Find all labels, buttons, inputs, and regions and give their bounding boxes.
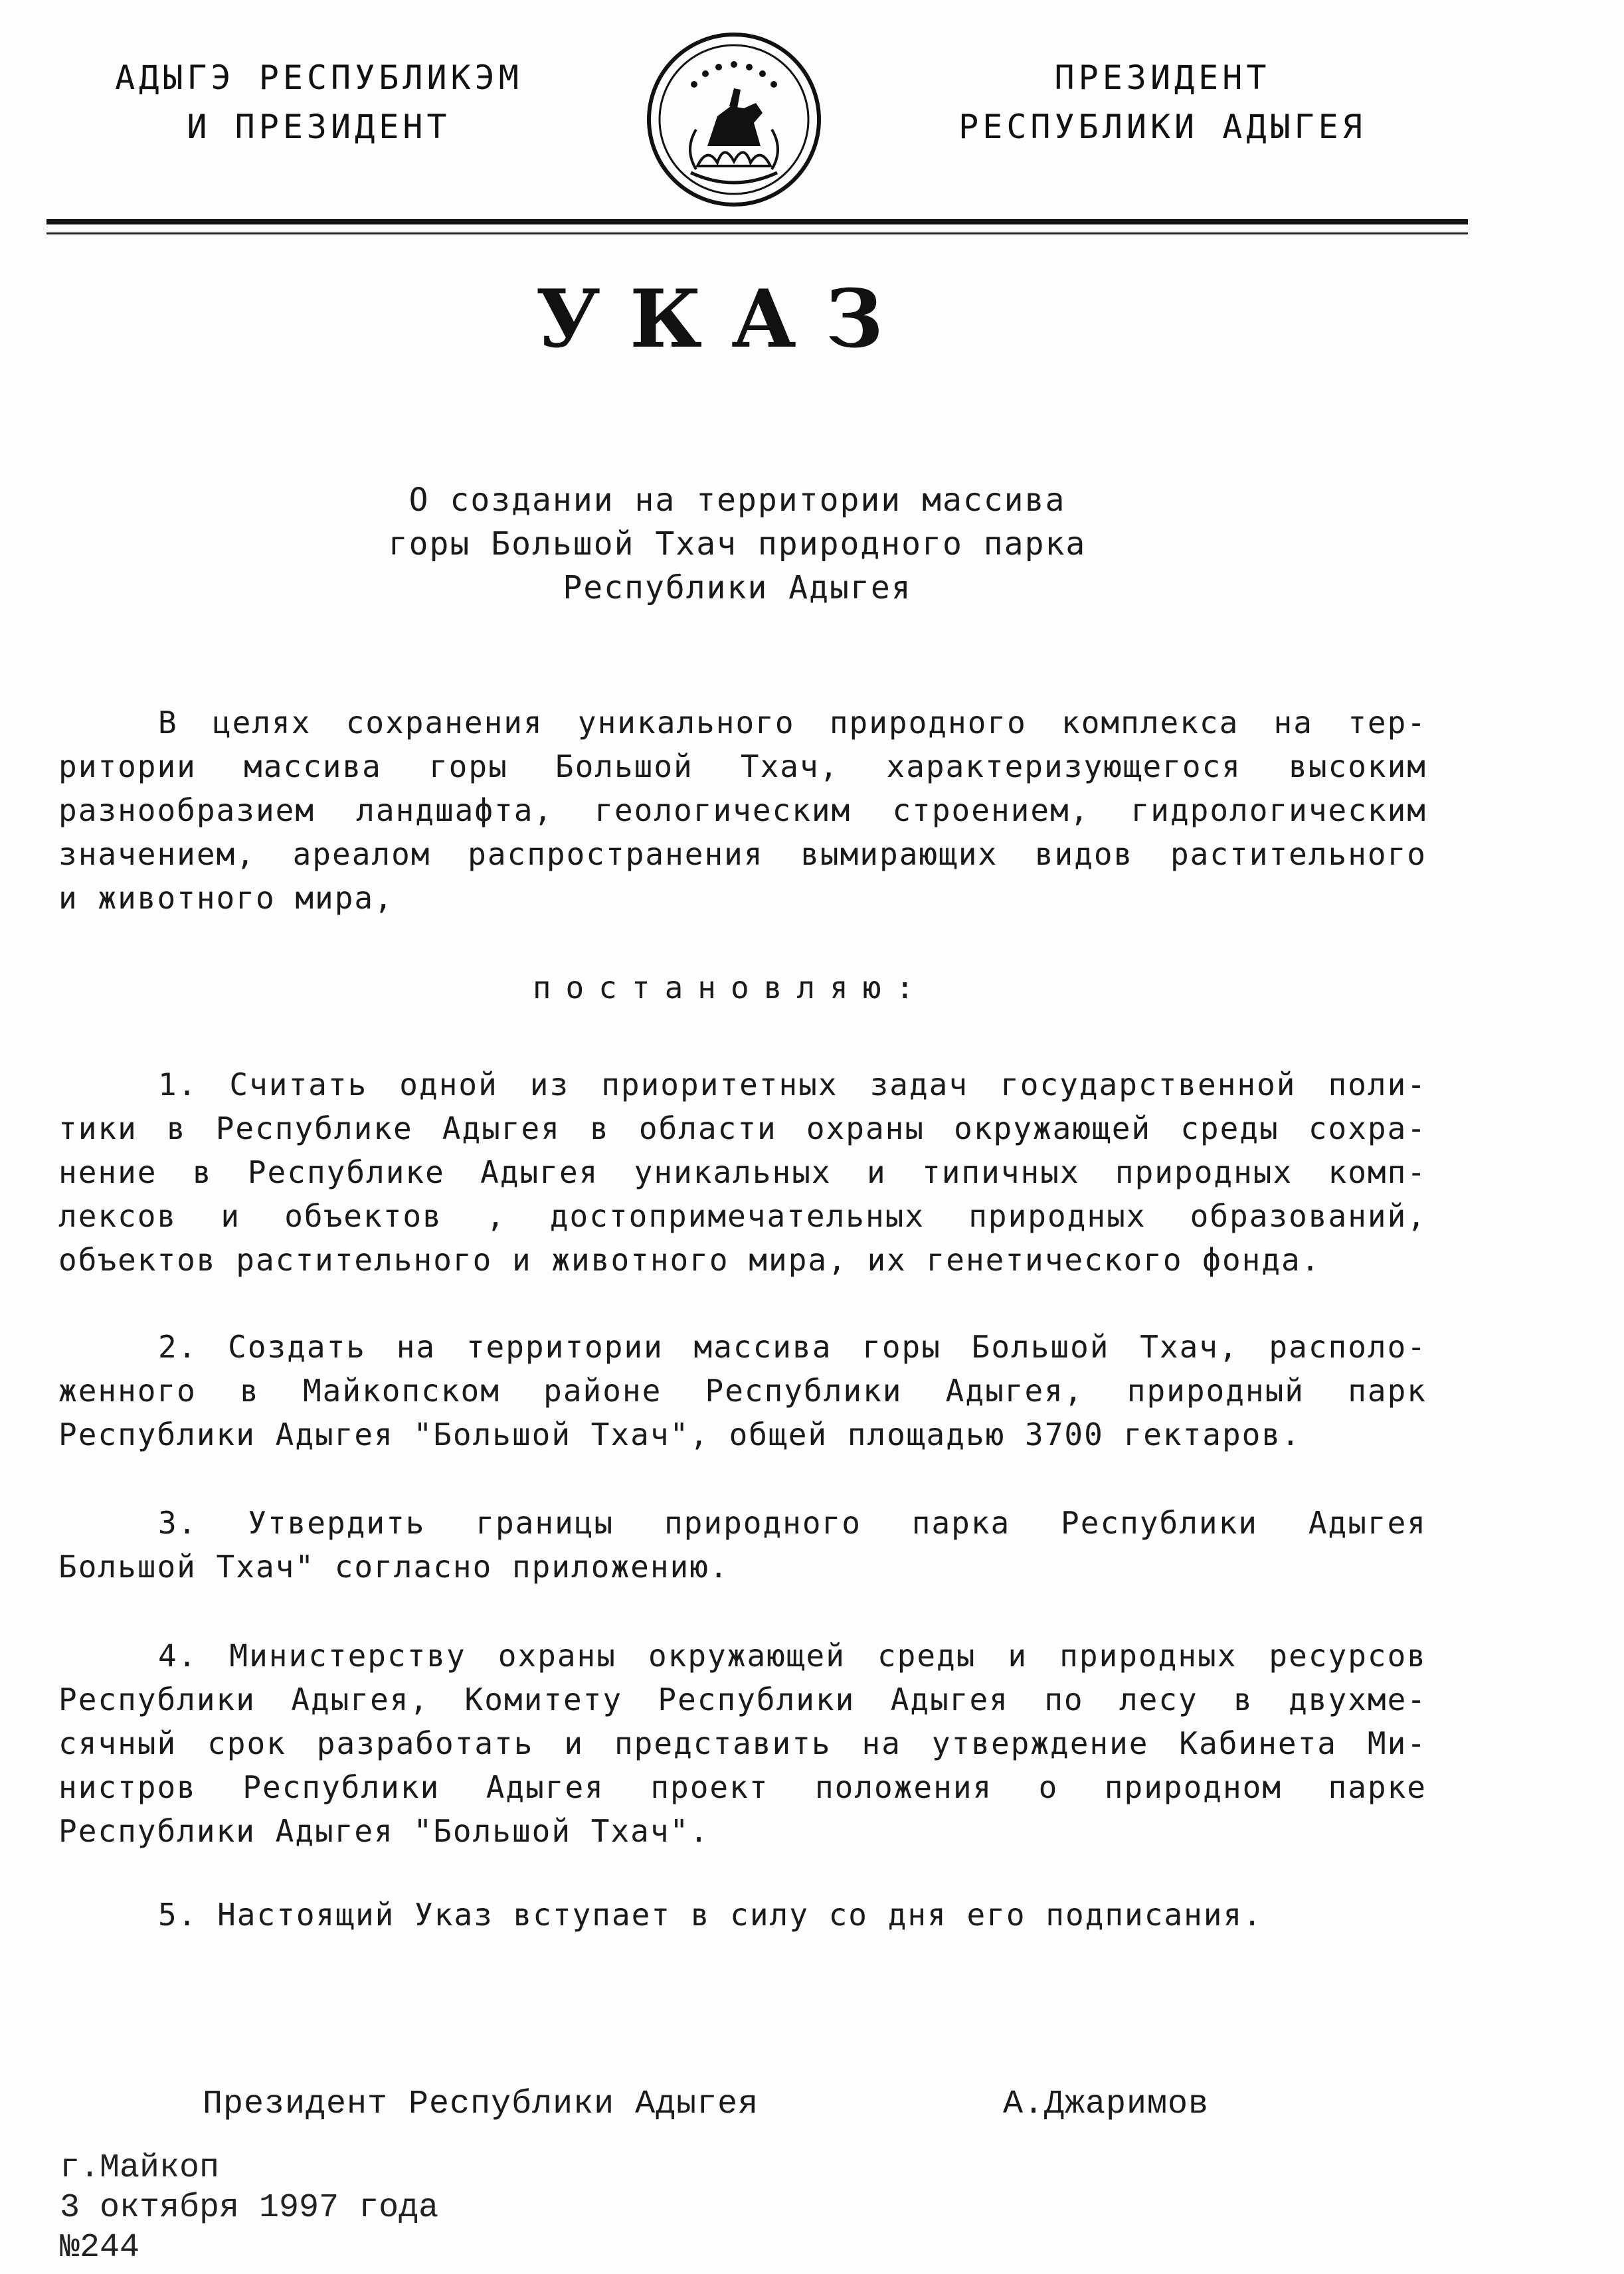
decree-word: постановляю: <box>532 970 929 1006</box>
place-city: г.Майкоп <box>60 2149 220 2187</box>
document-title: УКАЗ <box>535 272 913 366</box>
text-line: 3. Утвердить границы природного парка Республики Адыгея <box>158 1505 1427 1541</box>
decree-date: 3 октября 1997 года <box>60 2189 439 2227</box>
subject-line: О создании на территории массива <box>408 481 1066 519</box>
text-line: сячный срок разработать и представить на утверждение Кабинета Ми- <box>58 1725 1427 1761</box>
text-line: тики в Республике Адыгея в области охраны окружающей среды сохра- <box>58 1110 1427 1146</box>
text-line: разнообразием ландшафта, геологическим строением, гидрологическим <box>58 792 1427 828</box>
text-line: нистров Республики Адыгея проект положения о природном парке <box>58 1769 1427 1805</box>
text-line: 4. Министерству охраны окружающей среды и природных ресурсов <box>158 1638 1427 1674</box>
decree-item-4 <box>58 1634 1427 1853</box>
text-line: Республики Адыгея "Большой Тхач", общей площадью 3700 гектаров. <box>58 1417 1301 1452</box>
decree-item-3 <box>58 1501 1427 1589</box>
text-line: Большой Тхач" согласно приложению. <box>58 1549 729 1585</box>
coat-of-arms-emblem-icon <box>644 30 824 209</box>
decree-subject <box>0 478 1475 610</box>
text-line: 2. Создать на территории массива горы Большой Тхач, располо- <box>158 1329 1427 1365</box>
letterhead-right <box>883 53 1441 151</box>
preamble-paragraph <box>58 701 1427 920</box>
signatory-title: Президент Республики Адыгея <box>203 2085 759 2123</box>
text-line: значением, ареалом распространения вымирающих видов растительного <box>58 836 1427 872</box>
decree-item-5 <box>58 1893 1427 1937</box>
text-line: нение в Республике Адыгея уникальных и типичных природных комп- <box>58 1154 1427 1190</box>
letterhead-rule-thick <box>46 219 1468 224</box>
place-date-stamp <box>60 2148 438 2268</box>
decree-item-2 <box>58 1325 1427 1456</box>
text-line: и животного мира, <box>58 880 394 916</box>
text-line: ритории массива горы Большой Тхач, характеризующегося высоким <box>58 748 1427 784</box>
text-line: Республики Адыгея, Комитету Республики Адыгея по лесу в двухме- <box>58 1682 1427 1717</box>
subject-line: горы Большой Тхач природного парка <box>388 525 1087 563</box>
text-line: Республики Адыгея "Большой Тхач". <box>58 1813 709 1849</box>
signatory-name: А.Джаримов <box>1003 2085 1210 2123</box>
text-line: женного в Майкопском районе Республики Адыгея, природный парк <box>58 1373 1427 1409</box>
text-line: лексов и объектов , достопримечательных природных образований, <box>58 1198 1427 1234</box>
letterhead-left <box>53 53 585 151</box>
text-line: объектов растительного и животного мира, их генетического фонда. <box>58 1242 1321 1278</box>
text-line: В целях сохранения уникального природного комплекса на тер- <box>158 705 1427 741</box>
decree-item-1 <box>58 1063 1427 1282</box>
letterhead-left-line2: И ПРЕЗИДЕНТ <box>187 108 451 146</box>
text-line: 5. Настоящий Указ вступает в силу со дня его подписания. <box>158 1897 1263 1933</box>
letterhead-left-line1: АДЫГЭ РЕСПУБЛИКЭМ <box>115 58 523 97</box>
text-line: 1. Считать одной из приоритетных задач государственной поли- <box>158 1067 1427 1102</box>
letterhead-right-line1: ПРЕЗИДЕНТ <box>1054 58 1271 97</box>
decree-number: №244 <box>60 2229 140 2267</box>
letterhead-right-line2: РЕСПУБЛИКИ АДЫГЕЯ <box>958 108 1366 146</box>
subject-line: Республики Адыгея <box>563 569 912 606</box>
letterhead-rule-thin <box>46 232 1468 234</box>
